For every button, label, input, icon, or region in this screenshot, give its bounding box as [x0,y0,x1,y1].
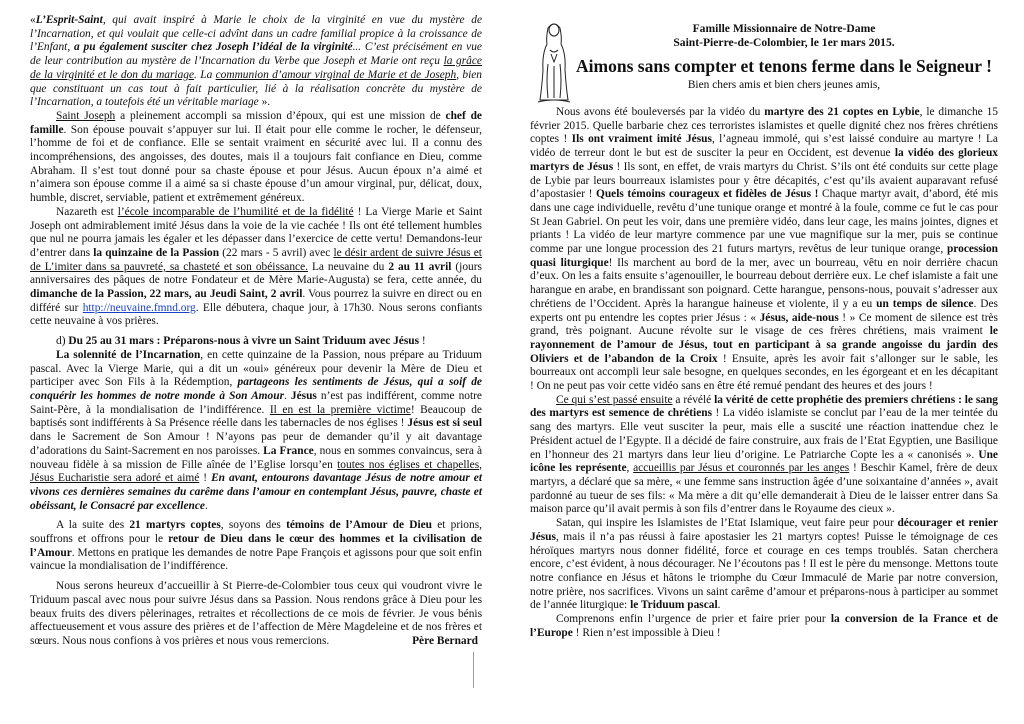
text-run: ! Ensuite, après les avoir fait s’allonger sur le sable, les bourreaux ont accompli leur sale besogne, en quelques secondes, en les égorgeant et en les décapitant ! On ne peut pas voir cette vidéo sans en être été remué pendant des heures et des jours ! [530,352,998,393]
text-run: . Quelle barbarie chez ces terroristes islamistes et quelle dignité chez nos frères chrétiens coptes ! [530,119,998,146]
text-run: ! Beaucoup de baptisés sont indifférents à Sa Présence réelle dans les tabernacles de nos églises ! [30,403,482,430]
text-run: dimanche de la Passion, 22 mars, au Jeudi Saint, 2 avril [30,288,303,301]
paragraph-blood-of-martyrs [530,394,998,517]
text-run: ! [419,335,426,348]
greeting: Bien chers amis et bien chers jeunes amis, [687,79,881,91]
text-run: Ce qui s’est passé ensuite [556,393,673,406]
text-run: « [30,14,36,26]
text-run: ! Ils sont, en effet, de vrais martyrs du Christ. S’ils ont été conduits sur cette plage de Lybie par leurs bourreaux islamistes pour y être décapités, c’est qu’ils avaient auparavant refusé d’apostasier ! [530,160,998,201]
text-run: . Elle débutera, chaque jour, à 17h30. Nous serons confiants cette neuvaine à vos prières. [30,301,482,328]
paragraph-incarnation [30,349,482,513]
text-run: . La [194,68,216,81]
text-run: Jésus [290,389,317,402]
section-heading-triduum [30,335,482,349]
text-run: Une icône les représente [530,448,998,475]
text-run: 2 au 11 avril [388,260,452,273]
text-run: retour de Dieu dans le cœur des hommes et la civilisation de l’Amour [30,533,482,559]
text-run: Satan, qui inspire les Islamistes de l’Etat Islamique, veut faire peur pour [556,517,898,530]
text-run: la vérité de cette prophétie des premiers chrétiens : le sang des martyrs est semence de chrétiens [530,393,999,420]
text-run: le désir ardent de suivre Jésus et de L’imiter dans sa pauvreté, sa chasteté et son obéissance. [30,246,482,273]
text-run: ! Beschir Kamel, frère de deux martyrs, a déclaré que sa mère, « une femme sans instruction âgée d’une soixantaine d’années », avait pardonné au tueur de ses fils: « Ma mère a dit qu’elle demanderait à Dieu de le laisser entrer dans Sa maison parce qu’il avait permis à son fils d’entrer dans le Royaume des cieux ». [530,462,998,516]
text-run: ! La Vierge Marie et Saint Joseph ont admirablement imité Jésus dans la voie de la vie cachée ! Ils ont été tellement humbles que nul ne pourra jamais les égaler et les dépasser dans l’exercice de cette vertu! Demandons-leur d’entrer dans [30,205,483,259]
text-run: un temps de silence [876,297,974,310]
right-column [530,14,998,640]
text-run: . Son épouse pouvait s’appuyer sur lui. Il était pour elle comme le rocher, le défenseur, l’homme de foi et de confiance. Elle se sentait vraiment en sécurité avec lui. Il a connu des incompréhensions, des angoisses, des doutes, mais il a toujours fait confiance en Dieu, comme Abraham. Il s’est tout donné pour sa chaste épouse et pour Jésus. Aucun époux n’a aimé et n’aimera son épouse comme il a aimé sa si chaste épouse d’un amour virginal, pur, délicat, doux, humble, discret, serviable, patient et extrêmement généreux. [30,123,482,205]
text-run: ! Ils marchent au bord de la mer, avec un bourreau, vêtu en noir derrière chacun d’eux. On les a faits ensuite s’agenouiller, le bourreau debout derrière eux. Le chef islamiste a fait une harangue en arabe, en brandissant son poignard. Cette harangue, pensons-nous, pouvait s’adresser aux chrétiens de l’Occident. Après la harangue haineuse et violente, il y a eu [530,256,998,310]
paragraph-coptic-martyrs-witness [30,519,482,574]
text-run: ... C’est précisément en vue de leur contribution au mystère de l’Incarnation du Verbe que Joseph et Marie ont reçu [30,41,482,68]
text-run: En avant, entourons davantage Jésus de notre amour et vivons ces dernières semaines du carême dans l’amour en contemplant Jésus, pauvre, chaste et obéissant, le Consacré par excellence [30,472,482,512]
text-run: La France [263,444,314,457]
left-column [30,14,482,649]
text-run: ». [258,96,271,109]
text-run: 21 martyrs coptes [129,519,221,532]
column-divider [473,652,474,688]
text-run: . [717,599,721,612]
text-run: la vidéo des glorieux martyrs de Jésus [530,147,998,173]
paragraph-conversion-france [530,613,998,640]
paragraph-saint-joseph [30,110,482,206]
text-run: Quels témoins courageux et fidèles de Jésus ! [595,188,819,201]
text-run: La neuvaine du [308,260,389,273]
text-run: . Vous pourrez la suivre en direct ou en différé sur [30,288,482,314]
virgin-mary-icon [534,20,574,104]
text-run: Du 25 au 31 mars : Préparons-nous à vivre un Saint Triduum avec Jésus [68,335,420,348]
text-run: ! [199,472,212,485]
novena-link[interactable]: http://neuvaine.fmnd.org [82,301,196,314]
text-run: la quinzaine de la Passion [93,246,220,259]
text-run: partageons les sentiments de Jésus, qui a soif de conquérir les hommes de notre monde à Son Amour [30,376,482,402]
text-run: , nous en sommes convaincus, sera à nouveau fidèle à sa mission de Fille aînée de l’Eglise lorsqu’en [30,444,483,471]
text-run: (jours anniversaires des pâques de notre Fondateur et de Mère Marie-Augusta) se fera, cette année, du [30,260,482,287]
text-run: La solennité de l’Incarnation [56,348,201,361]
text-run: a pleinement accompli sa mission d’époux, qui est une mission de [115,109,446,122]
paragraph-spirit-virginity [30,14,482,110]
paragraph-nazareth [30,206,482,329]
text-run: A la suite des [56,519,130,532]
text-run: . Mettons en pratique les demandes de notre Pape François et agissons pour que soit enfin vaincue la mondialisation de l’indifférence. [30,546,482,573]
text-run: Nous serons heureux d’accueillir à St Pierre-de-Colombier tous ceux qui voudront vivre le Triduum pascal avec nous pour suivre Jésus dans sa Passion. Nous rendons grâce à Dieu pour les beaux fruits des divers pèlerinages, retraites et récollections de ce mois de février. Je vous bénis affectueusement et vous assure des prières et de l’affection de Mère Magdeleine et de nos frères et sœurs. Nous nous confions à vos prières et nous vous remercions. [30,580,482,647]
text-run: martyre des 21 coptes en Lybie [764,106,920,118]
text-run: a révélé [672,393,715,406]
text-run: , bien que constituant un cas tout à fait particulier, lié à la réalisation concrète du mystère de l’Incarnation, a toutefois été un véritable mariage [30,68,483,109]
text-run: Nous avons été bouleversés par la vidéo du [556,106,765,118]
text-run: . [284,389,291,402]
text-run: , [626,462,634,475]
text-run: ! Rien n’est impossible à Dieu ! [572,626,721,639]
text-run: et prions, souffrons et offrons pour le [30,519,482,546]
letter-header [530,14,998,106]
text-run: témoins de l’Amour de Dieu [286,519,433,532]
text-run: Jésus, aide-nous [759,311,839,324]
text-run: a pu également susciter chez Joseph l’idéal de la virginité [74,41,353,54]
text-run: décourager et renier Jésus [530,517,998,543]
text-run: Ils ont vraiment imité Jésus [571,133,712,146]
text-run: , le dimanche 15 février 2015 [530,106,998,132]
text-run: ! » Ce moment de silence est très grand, très poignant. Aucune révolte sur le visage de ces frères chrétiens, mais vraiment [530,311,998,338]
signature: Père Bernard [412,634,478,647]
text-run: (22 mars - 5 avril) avec [219,246,334,259]
text-run: . [204,499,208,512]
paragraph-martyrs-video [530,106,998,394]
text-run: communion d’amour virginal de Marie et de Joseph [215,68,457,81]
text-run: Il en est la première victime [269,403,411,416]
text-run: accueillis par Jésus et couronnés par les anges [633,462,850,475]
text-run: chef de famille [30,109,482,136]
paragraph-satan-fear [530,517,998,613]
text-run: L’Esprit-Saint [35,14,103,26]
text-run: Comprenons enfin l’urgence de prier et faire prier pour [556,613,831,626]
text-run: . Des experts ont pu entendre les coptes prier Jésus : « [530,297,998,324]
community-name: Famille Missionnaire de Notre-Dame [692,22,876,35]
text-run: procession quasi liturgique [530,243,998,269]
text-run: , soyons des [220,519,287,532]
text-run: , en cette quinzaine de la Passion, nous prépare au Triduum pascal. Avec la Vierge Marie, qui a dit un «oui» généreux pour devenir la Mère de Dieu et participer avec Son Fils à la Rédemption, [30,348,482,389]
text-run: ! La vidéo islamiste se conclut par l’eau de la mer teintée du sang des martyrs. Elle veut susciter la peur, mais elle a suscité une réaction inattendue chez le Président actuel de l’Egypte. Il a décidé de faire construire, aux frais de l’Etat Egyptien, une Basilique en l’honneur des 21 martyrs dans leur lieu d’origine. Le Patriarche Copte les a « canonisés ». [530,407,998,461]
text-run: la grâce de la virginité et le don du mariage [30,55,482,81]
text-run: Jésus est si seul [407,417,482,430]
text-run: , mais il n’a pas réussi à faire apostasier les 21 martyrs coptes! Puisse le témoignage de ces héroïques martyrs nous donner fidélité, force et courage en ces temps troublés. Satan cherchera encore, c’est évident, à nous décourager. Ne l’écoutons pas ! Il est le père du mensonge. Mettons toute notre confiance en Jésus et hâtons le triomphe du Cœur Immaculé de Marie par notre conversion, notre prière, nos sacrifices. Vivons un saint carême d’amour et préparons-nous à participer au sommet de l’année liturgique: [530,530,998,612]
text-run: Saint Joseph [56,109,116,122]
text-run: toutes nos églises et chapelles, Jésus Eucharistie sera adoré et aimé [30,458,482,485]
text-run: le rayonnement de l’amour de Jésus, tout en participant à sa grande angoisse du jardin des Oliviers et de l’abandon de la Croix [530,325,998,365]
text-run: l’école incomparable de l’humilité et de la fidélité [117,205,354,218]
text-run: n’est pas indifférent, comme notre Saint-Père, à la mondialisation de l’indifférence. [30,389,482,416]
text-run: , qui avait inspiré à Marie le choix de la virginité en vue du mystère de l’Incarnation, et qui voulait que celle-ci advînt dans un cadre familial propice à la croissance de l’Enfant, [30,14,482,54]
text-run: dans le Sacrement de Son Amour ! N’ayons pas peur de demander qu’il y ait davantage d’adorations du Saint-Sacrement en nos paroisses. [30,431,482,457]
place-and-date: Saint-Pierre-de-Colombier, le 1er mars 2015. [673,36,895,49]
text-run: , l’agneau immolé, qui s’est laissé conduire au martyre ! La vidéo de terreur dont le but est de susciter la peur en Occident, est devenue [530,133,998,160]
letter-motto: Aimons sans compter et tenons ferme dans le Seigneur ! [576,56,992,76]
text-run: d) [56,335,69,348]
text-run: la conversion de la France et de l’Europe [530,613,998,639]
text-run: Chaque martyr avait, d’abord, été mis dans une cage individuelle, revêtu d’une tunique orange et montré à la foule, comme ce fut le cas pour St Jean Gabriel. On peut les voir, dans une première vidéo, dans leur cage, les mains jointes, dignes et priants ! La vidéo de leur martyre commence par une vue magnifique sur la mer, puis se continue comme par une longue procession des 21 futurs martyrs, revêtus de leur tunique orange, [530,188,999,256]
text-run: Nazareth est [56,205,118,218]
text-run: le Triduum pascal [630,599,718,612]
